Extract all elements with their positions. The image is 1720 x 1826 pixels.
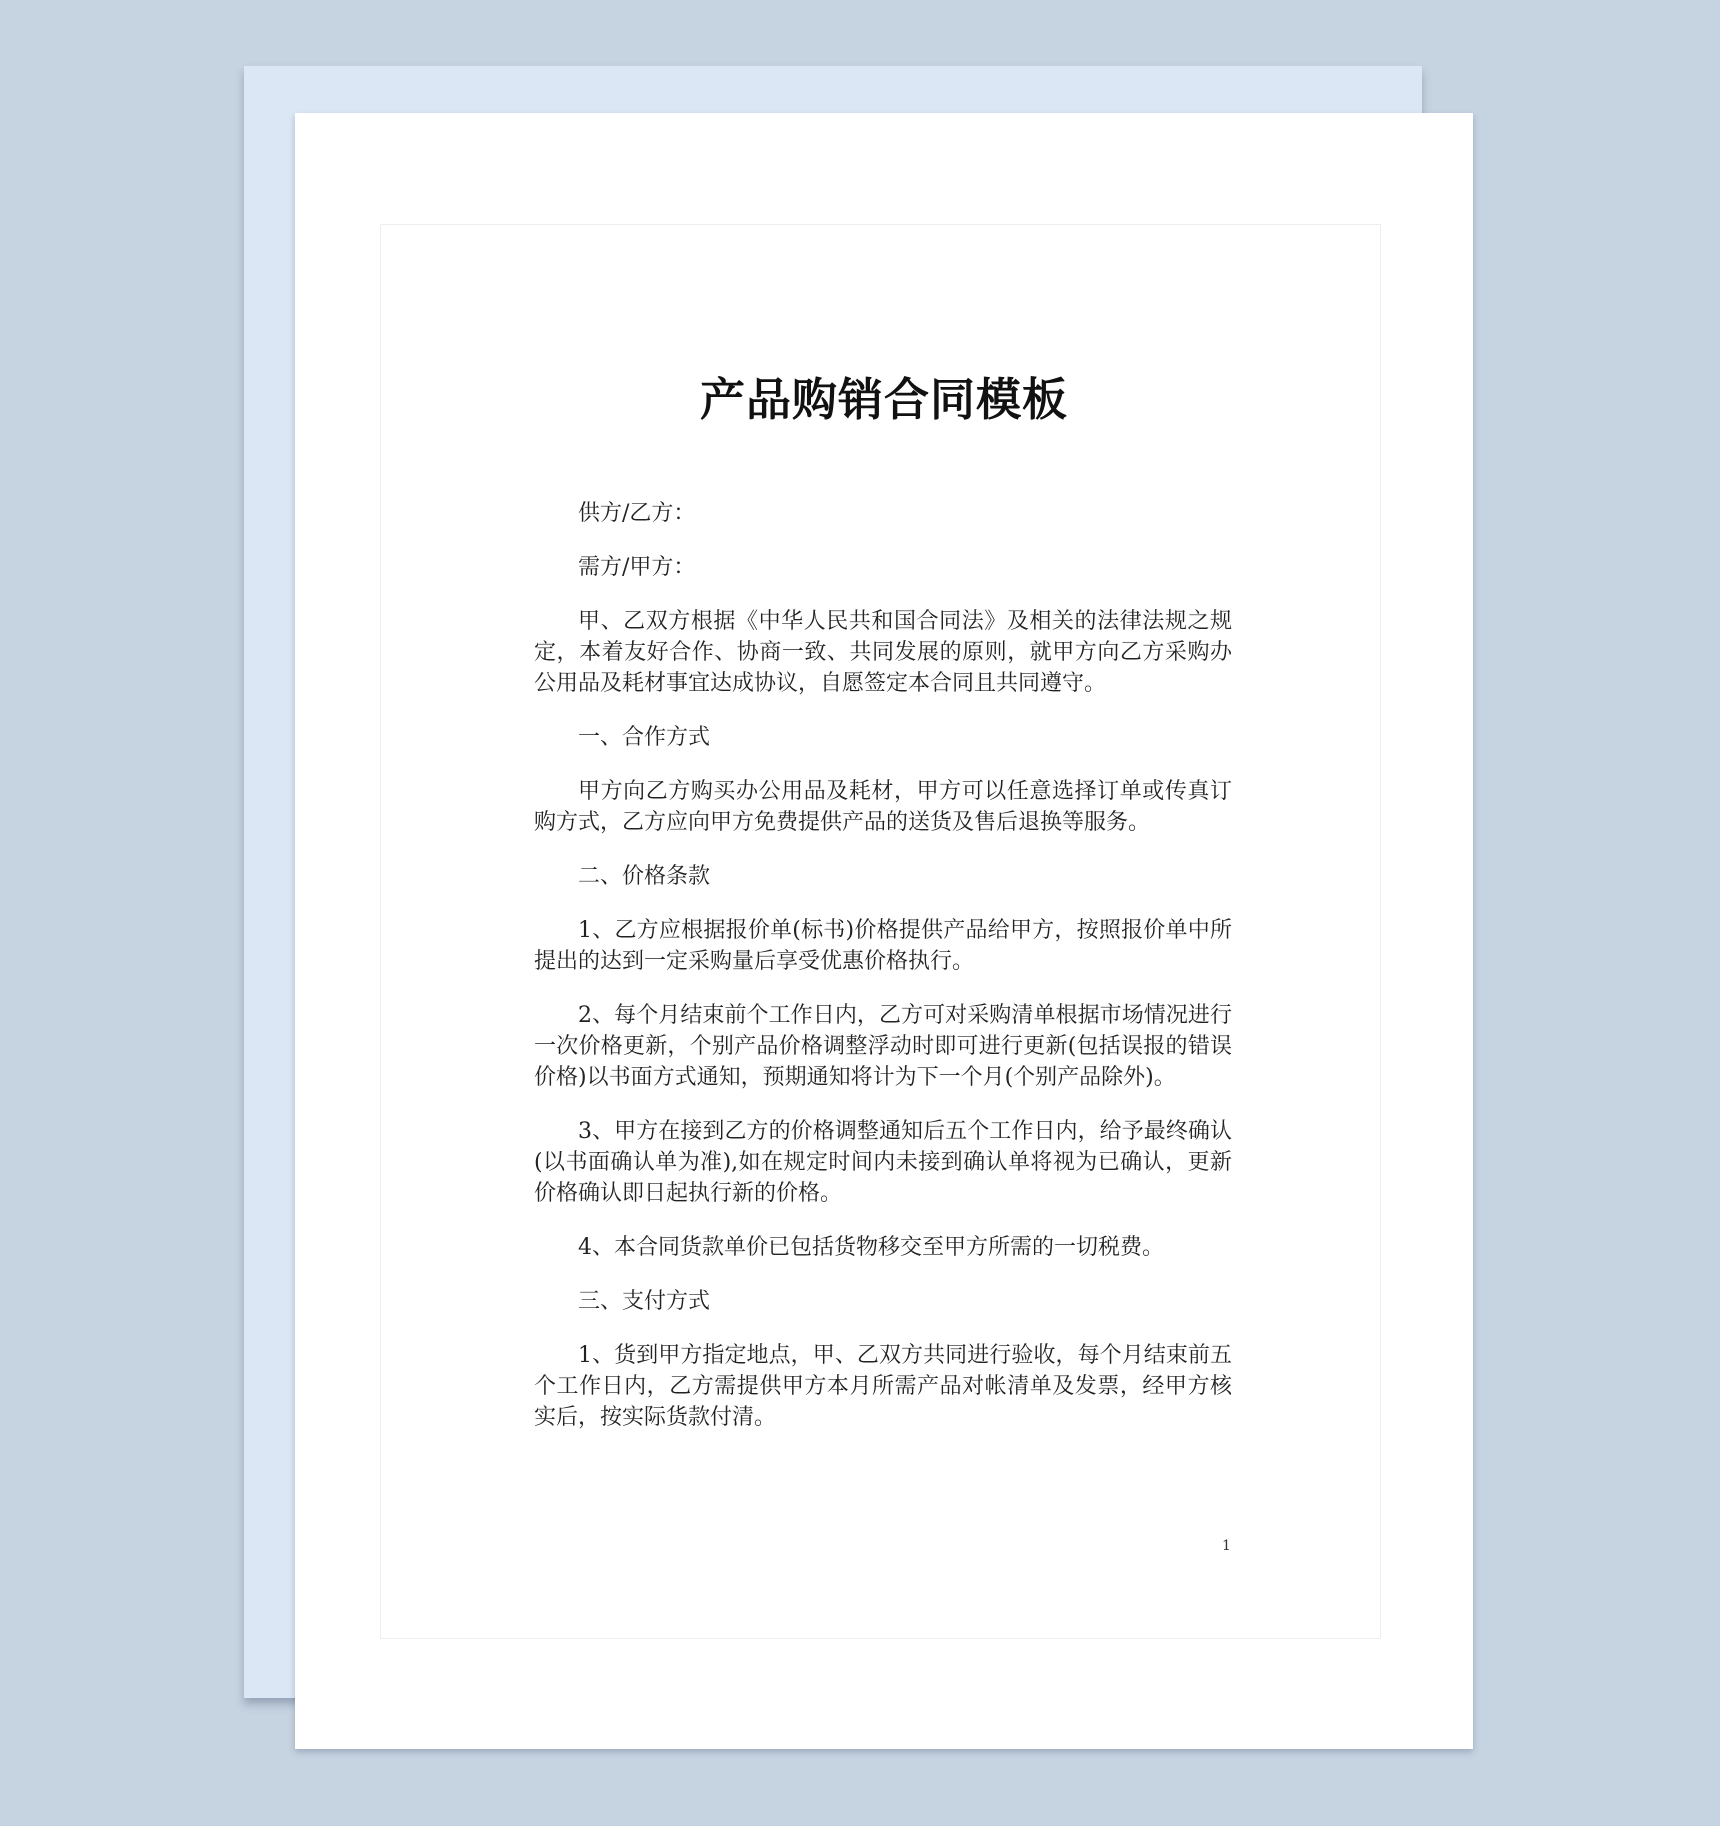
payment-clause-1: 1、货到甲方指定地点，甲、乙双方共同进行验收，每个月结束前五个工作日内，乙方需提供甲方本月所需产品对帐清单及发票，经甲方核实后，按实际货款付清。 [534,1343,1232,1430]
section-heading-cooperation: 一、合作方式 [578,725,711,750]
price-clause-1: 1、乙方应根据报价单(标书)价格提供产品给甲方，按照报价单中所提出的达到一定采购量后享受优惠价格执行。 [534,918,1232,974]
document-title: 产品购销合同模板 [699,373,1068,426]
document-page [295,113,1473,1749]
cooperation-paragraph: 甲方向乙方购买办公用品及耗材，甲方可以任意选择订单或传真订购方式，乙方应向甲方免费提供产品的送货及售后退换等服务。 [534,779,1232,835]
preamble-paragraph: 甲、乙双方根据《中华人民共和国合同法》及相关的法律法规之规定，本着友好合作、协商一致、共同发展的原则，就甲方向乙方采购办公用品及耗材事宜达成协议，自愿签定本合同且共同遵守。 [534,609,1232,696]
supplier-line: 供方/乙方： [578,501,696,526]
buyer-line: 需方/甲方： [578,555,696,580]
document-body [534,498,1232,1456]
price-clause-4: 4、本合同货款单价已包括货物移交至甲方所需的一切税费。 [578,1235,1164,1260]
price-clause-3: 3、甲方在接到乙方的价格调整通知后五个工作日内，给予最终确认(以书面确认单为准),如在规定时间内未接到确认单将视为已确认，更新价格确认即日起执行新的价格。 [534,1119,1232,1206]
page-number: 1 [1222,1538,1231,1554]
section-heading-payment: 三、支付方式 [578,1289,711,1314]
price-clause-2: 2、每个月结束前个工作日内，乙方可对采购清单根据市场情况进行一次价格更新，个别产品价格调整浮动时即可进行更新(包括误报的错误价格)以书面方式通知，预期通知将计为下一个月(个别产品除外)。 [534,1003,1232,1090]
section-heading-price: 二、价格条款 [578,864,711,889]
